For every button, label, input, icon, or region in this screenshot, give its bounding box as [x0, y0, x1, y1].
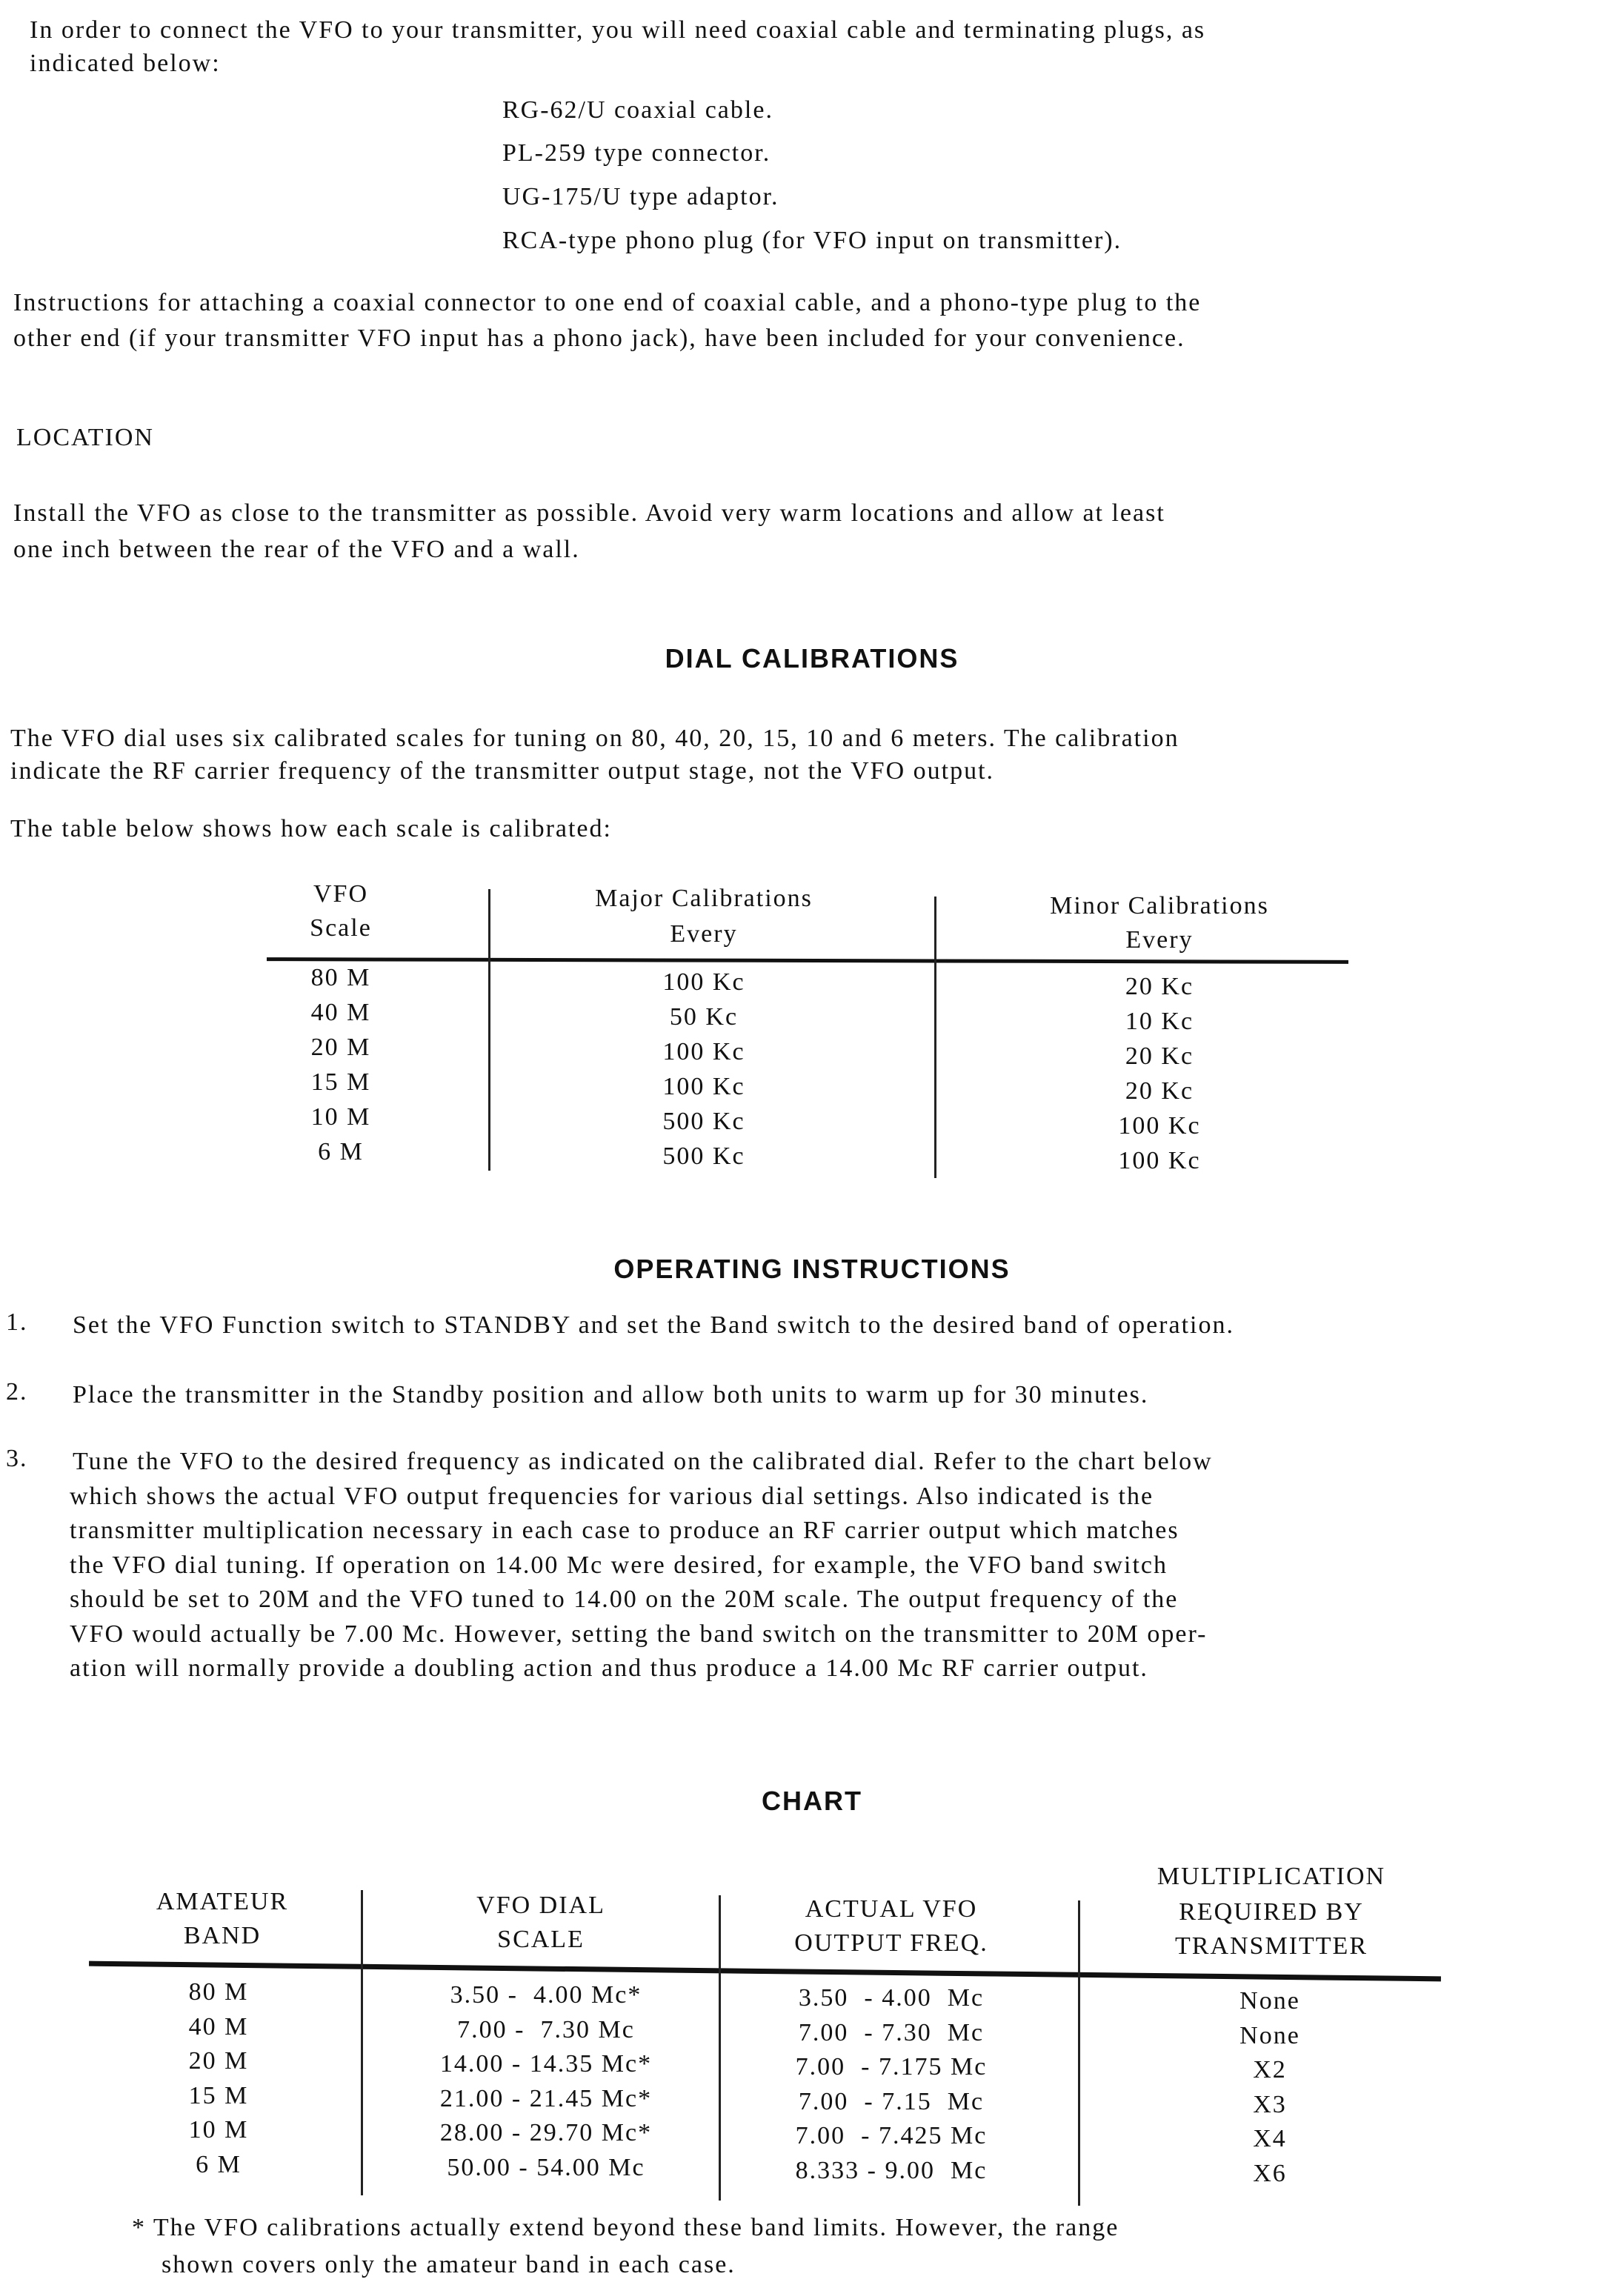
col-header: Minor Calibrations	[1050, 892, 1269, 919]
intro-line: indicated below:	[30, 50, 221, 77]
table-cell: X3	[1253, 2090, 1287, 2118]
step-text-line: ation will normally provide a doubling action and thus produce a 14.00 Mc RF carrier output.	[70, 1654, 1148, 1682]
header-rule	[89, 1961, 1441, 1982]
step-text-line: should be set to 20M and the VFO tuned to 14.00 on the 20M scale. The output frequency of the	[70, 1586, 1179, 1613]
table-cell: 50 Kc	[669, 1003, 739, 1031]
footnote-line: shown covers only the amateur band in each case.	[162, 2251, 736, 2278]
col-header: TRANSMITTER	[1175, 1932, 1368, 1960]
table-cell: X6	[1253, 2159, 1287, 2187]
dial-line: The VFO dial uses six calibrated scales for tuning on 80, 40, 20, 15, 10 and 6 meters. The calibration	[10, 725, 1179, 752]
table-cell: 100 Kc	[662, 1038, 745, 1065]
table-cell: 100 Kc	[662, 968, 745, 996]
step-text-line: the VFO dial tuning. If operation on 14.00 Mc were desired, for example, the VFO band switch	[70, 1551, 1168, 1579]
parts-item: RG-62/U coaxial cable.	[502, 96, 773, 124]
table-cell: 21.00 - 21.45 Mc*	[439, 2084, 653, 2112]
table-cell: 7.00 - 7.15 Mc	[798, 2087, 985, 2115]
table-cell: X2	[1253, 2056, 1287, 2083]
step-number: 3.	[6, 1445, 28, 1472]
col-header: Every	[1125, 926, 1194, 954]
header-rule	[267, 957, 1348, 964]
col-header: Every	[670, 920, 738, 948]
table-cell: 3.50 - 4.00 Mc*	[450, 1981, 642, 2009]
col-header: Major Calibrations	[595, 885, 813, 912]
table-intro: The table below shows how each scale is calibrated:	[10, 815, 612, 842]
table-cell: 10 Kc	[1125, 1008, 1194, 1035]
table-cell: 20 Kc	[1125, 973, 1194, 1000]
location-line: Install the VFO as close to the transmitter as possible. Avoid very warm locations and allow at least	[13, 499, 1165, 527]
location-heading: LOCATION	[16, 424, 154, 451]
table-cell: None	[1239, 1987, 1300, 2015]
table-cell: 80 M	[188, 1978, 249, 2006]
table-cell: 50.00 - 54.00 Mc	[447, 2153, 645, 2181]
table-cell: 6 M	[318, 1138, 364, 1165]
table-cell: 7.00 - 7.30 Mc	[798, 2018, 985, 2046]
table-cell: 3.50 - 4.00 Mc	[798, 1984, 985, 2012]
column-divider	[1078, 1900, 1080, 2206]
col-header: AMATEUR	[156, 1888, 289, 1915]
table-cell: 6 M	[196, 2150, 242, 2178]
step-text-line: VFO would actually be 7.00 Mc. However, setting the band switch on the transmitter to 20M oper-	[70, 1620, 1208, 1648]
dial-calibrations-heading: DIAL CALIBRATIONS	[665, 643, 959, 673]
parts-item: PL-259 type connector.	[502, 139, 771, 167]
col-header: REQUIRED BY	[1179, 1898, 1364, 1926]
parts-item: RCA-type phono plug (for VFO input on transmitter).	[502, 227, 1122, 254]
table-cell: 28.00 - 29.70 Mc*	[439, 2119, 653, 2146]
chart-heading: CHART	[762, 1786, 862, 1816]
step-number: 2.	[6, 1378, 28, 1406]
col-header: Scale	[310, 914, 372, 942]
col-header: VFO	[313, 880, 369, 908]
col-header: SCALE	[497, 1926, 585, 1953]
step-number: 1.	[6, 1308, 28, 1336]
parts-item: UG-175/U type adaptor.	[502, 183, 779, 210]
table-cell: 40 M	[310, 999, 371, 1026]
table-cell: 100 Kc	[1118, 1112, 1201, 1140]
table-cell: 20 Kc	[1125, 1077, 1194, 1105]
col-header: VFO DIAL	[476, 1892, 605, 1919]
column-divider	[488, 889, 490, 1171]
operating-instructions-heading: OPERATING INSTRUCTIONS	[613, 1254, 1011, 1284]
table-cell: 10 M	[310, 1103, 371, 1131]
table-cell: 14.00 - 14.35 Mc*	[439, 2050, 653, 2078]
table-cell: 20 M	[310, 1034, 371, 1061]
table-cell: 20 Kc	[1125, 1042, 1194, 1070]
table-cell: 80 M	[310, 964, 371, 991]
table-cell: 8.333 - 9.00 Mc	[795, 2156, 988, 2184]
step-text-line: transmitter multiplication necessary in each case to produce an RF carrier output which matches	[70, 1517, 1179, 1544]
intro-line: In order to connect the VFO to your transmitter, you will need coaxial cable and terminating plugs, as	[30, 16, 1206, 44]
column-divider	[934, 897, 936, 1178]
step-text-line: Set the VFO Function switch to STANDBY and set the Band switch to the desired band of operation.	[73, 1311, 1234, 1339]
table-cell: 20 M	[188, 2047, 249, 2075]
table-cell: 500 Kc	[662, 1142, 745, 1170]
col-header: ACTUAL VFO	[805, 1895, 978, 1923]
table-cell: 500 Kc	[662, 1108, 745, 1135]
table-cell: None	[1239, 2021, 1300, 2049]
col-header: OUTPUT FREQ.	[794, 1929, 988, 1957]
table-cell: 7.00 - 7.30 Mc	[457, 2015, 635, 2043]
step-text-line: Tune the VFO to the desired frequency as indicated on the calibrated dial. Refer to the chart below	[73, 1448, 1213, 1475]
location-line: one inch between the rear of the VFO and a wall.	[13, 536, 580, 563]
table-cell: 10 M	[188, 2116, 249, 2143]
table-cell: 40 M	[188, 2012, 249, 2040]
col-header: BAND	[183, 1922, 262, 1949]
table-cell: 15 M	[310, 1068, 371, 1096]
column-divider	[719, 1895, 721, 2201]
column-divider	[361, 1890, 363, 2195]
table-cell: X4	[1253, 2125, 1287, 2152]
table-cell: 7.00 - 7.175 Mc	[795, 2053, 988, 2081]
table-cell: 7.00 - 7.425 Mc	[795, 2122, 988, 2149]
footnote-line: * The VFO calibrations actually extend beyond these band limits. However, the range	[132, 2214, 1119, 2241]
dial-line: indicate the RF carrier frequency of the transmitter output stage, not the VFO output.	[10, 757, 995, 785]
table-cell: 100 Kc	[662, 1073, 745, 1100]
table-cell: 15 M	[188, 2081, 249, 2109]
intro-note-line: other end (if your transmitter VFO input has a phono jack), have been included for your convenience.	[13, 325, 1185, 352]
table-cell: 100 Kc	[1118, 1147, 1201, 1174]
step-text-line: which shows the actual VFO output frequencies for various dial settings. Also indicated is the	[70, 1482, 1154, 1510]
intro-note-line: Instructions for attaching a coaxial connector to one end of coaxial cable, and a phono-type plug to the	[13, 289, 1202, 316]
col-header: MULTIPLICATION	[1157, 1863, 1386, 1890]
step-text-line: Place the transmitter in the Standby position and allow both units to warm up for 30 minutes.	[73, 1381, 1149, 1408]
